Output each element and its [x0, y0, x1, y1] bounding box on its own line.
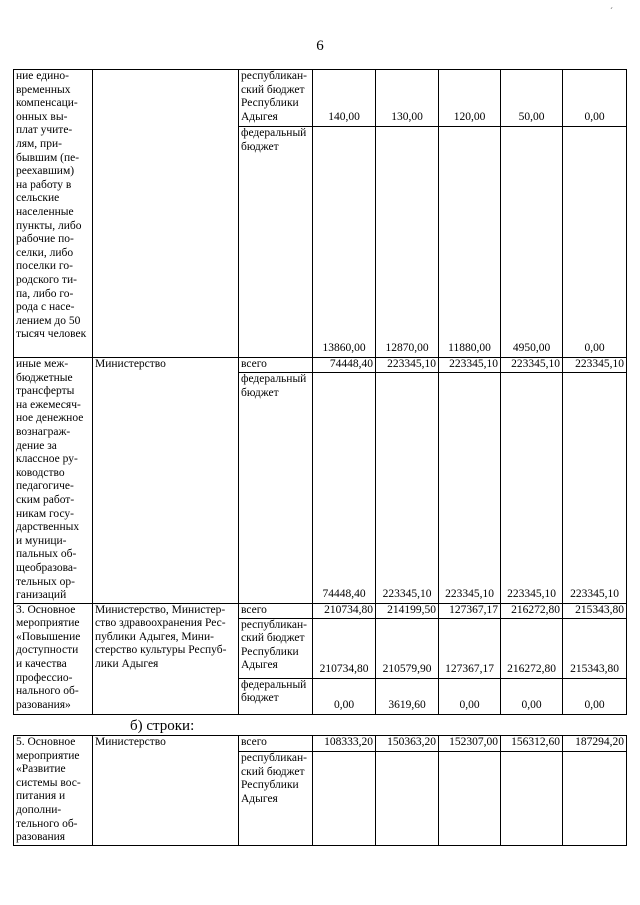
table-row [14, 358, 627, 373]
table-row [14, 603, 627, 618]
measure-cell: 3. Основное мероприятие «Повышение доступности и качества профессио- нального об- разования» [14, 603, 93, 714]
value-cell: 0,00 [563, 127, 627, 358]
value-cell: 223345,10 [501, 373, 563, 604]
value-cell: 130,00 [376, 70, 439, 127]
value-cell: 214199,50 [376, 603, 439, 618]
scan-mark: ´ [610, 6, 613, 16]
funding-source-cell: федеральный бюджет [239, 127, 313, 358]
value-cell: 108333,20 [313, 736, 376, 752]
funding-source-cell: республикан- ский бюджет Республики Адыгея [239, 752, 313, 846]
value-cell: 120,00 [439, 70, 501, 127]
executor-cell [93, 70, 239, 358]
executor-cell: Министерство [93, 736, 239, 846]
value-cell: 223345,10 [439, 373, 501, 604]
value-cell: 210734,80 [313, 603, 376, 618]
value-cell: 223345,10 [563, 358, 627, 373]
value-cell: 0,00 [439, 678, 501, 714]
value-cell: 223345,10 [376, 373, 439, 604]
value-cell: 216272,80 [501, 618, 563, 678]
value-cell: 210734,80 [313, 618, 376, 678]
budget-table-continued [13, 69, 627, 715]
value-cell: 0,00 [313, 678, 376, 714]
table-row [14, 736, 627, 752]
value-cell: 223345,10 [439, 358, 501, 373]
executor-cell: Министерство [93, 358, 239, 604]
value-cell: 223345,10 [376, 358, 439, 373]
funding-source-cell: всего [239, 603, 313, 618]
funding-source-cell: всего [239, 736, 313, 752]
funding-source-cell: республикан- ский бюджет Республики Адыгея [239, 618, 313, 678]
funding-source-cell: федеральный бюджет [239, 678, 313, 714]
value-cell: 0,00 [501, 678, 563, 714]
value-cell [313, 752, 376, 846]
value-cell: 127367,17 [439, 603, 501, 618]
measure-cell: ние едино- временных компенсаци- онных вы- плат учите- лям, при- бывшим (пе- реехавшим) на работу в сельские населенные пункты, либо рабочие по- селки, либо поселки го- родского ти- па, либо го- рода с насе- лением до 50 тысяч человек [14, 70, 93, 358]
section-subtitle: б) строки: [130, 718, 195, 734]
funding-source-cell: всего [239, 358, 313, 373]
value-cell: 223345,10 [501, 358, 563, 373]
funding-source-cell: федеральный бюджет [239, 373, 313, 604]
value-cell: 50,00 [501, 70, 563, 127]
value-cell: 4950,00 [501, 127, 563, 358]
funding-source-cell: республикан- ский бюджет Республики Адыгея [239, 70, 313, 127]
value-cell: 3619,60 [376, 678, 439, 714]
value-cell: 210579,90 [376, 618, 439, 678]
value-cell [563, 752, 627, 846]
measure-cell: иные меж- бюджетные трансферты на ежемесяч- ное денежное вознаграж- дение за классное ру- ководство педагогиче- ским работ- никам госу- дарственных и муници- пальных об- щеобразова- тельных ор- ганизаций [14, 358, 93, 604]
table-row [14, 70, 627, 127]
value-cell: 127367,17 [439, 618, 501, 678]
value-cell: 150363,20 [376, 736, 439, 752]
value-cell [439, 752, 501, 846]
page-number: 6 [316, 38, 324, 54]
value-cell: 223345,10 [563, 373, 627, 604]
value-cell: 215343,80 [563, 603, 627, 618]
value-cell: 74448,40 [313, 358, 376, 373]
budget-table-new-rows [13, 735, 627, 846]
value-cell: 13860,00 [313, 127, 376, 358]
executor-cell: Министерство, Министер- ство здравоохранения Рес- публики Адыгея, Мини- стерство культуры Респуб- лики Адыгея [93, 603, 239, 714]
value-cell: 152307,00 [439, 736, 501, 752]
value-cell: 156312,60 [501, 736, 563, 752]
value-cell: 11880,00 [439, 127, 501, 358]
value-cell [376, 752, 439, 846]
measure-cell: 5. Основное мероприятие «Развитие системы вос- питания и дополни- тельного об- разования [14, 736, 93, 846]
value-cell [501, 752, 563, 846]
value-cell: 74448,40 [313, 373, 376, 604]
value-cell: 140,00 [313, 70, 376, 127]
value-cell: 187294,20 [563, 736, 627, 752]
value-cell: 0,00 [563, 70, 627, 127]
value-cell: 216272,80 [501, 603, 563, 618]
value-cell: 215343,80 [563, 618, 627, 678]
value-cell: 0,00 [563, 678, 627, 714]
value-cell: 12870,00 [376, 127, 439, 358]
